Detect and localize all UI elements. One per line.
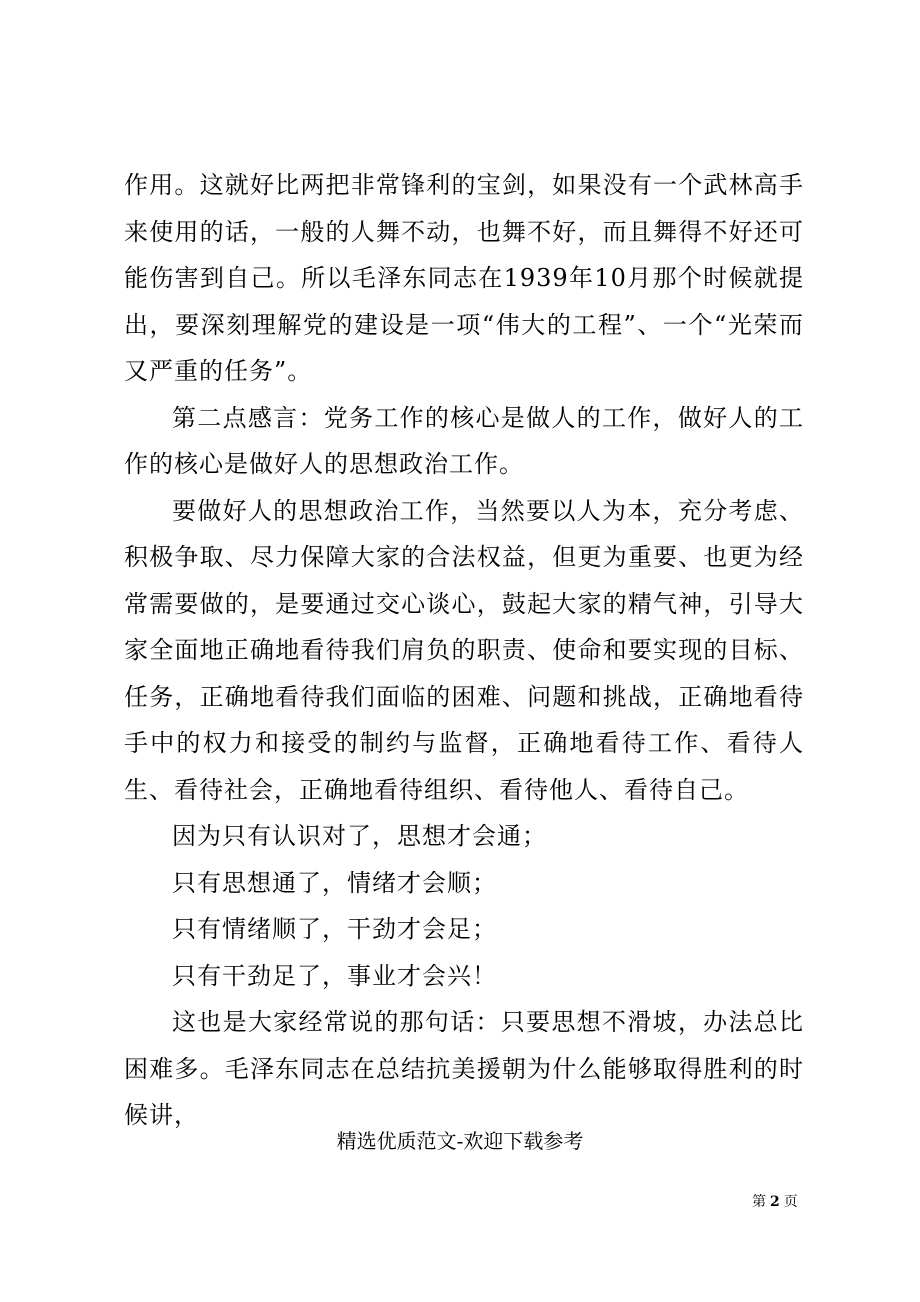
page-number-suffix: 页 <box>783 1194 798 1210</box>
paragraph: 因为只有认识对了，思想才会通； <box>172 822 547 850</box>
paragraph: 只有情绪顺了，干劲才会足； <box>172 915 497 943</box>
paragraph: 第二点感言：党务工作的核心是做人的工作，做好人的工作的核心是做好人的思想政治工作。 <box>124 403 804 478</box>
paragraph: 作用。这就好比两把非常锋利的宝剑，如果没有一个武林高手来使用的话，一般的人舞不动，也舞不好，而且舞得不好还可能伤害到自己。所以毛泽东同志在1939年10月那个时候就提出，要深刻理解党的建设是一项“伟大的工程”、一个“光荣而又严重的任务”。 <box>124 171 804 385</box>
paragraph: 只有思想通了，情绪才会顺； <box>172 868 497 897</box>
page-number <box>752 1192 798 1212</box>
footer-text: 精选优质范文-欢迎下载参考 <box>336 1129 584 1153</box>
paragraph: 这也是大家经常说的那句话：只要思想不滑坡，办法总比困难多。毛泽东同志在总结抗美援朝为什么能够取得胜利的时候讲， <box>124 1008 804 1129</box>
paragraph: 只有干劲足了，事业才会兴！ <box>172 961 497 990</box>
page-number-prefix: 第 <box>752 1194 766 1210</box>
paragraph: 要做好人的思想政治工作，当然要以人为本，充分考虑、积极争取、尽力保障大家的合法权益，但更为重要、也更为经常需要做的，是要通过交心谈心，鼓起大家的精气神，引导大家全面地正确地看待我们肩负的职责、使命和要实现的目标、任务，正确地看待我们面临的困难、问题和挑战，正确地看待手中的权力和接受的制约与监督，正确地看待工作、看待人生、看待社会，正确地看待组织、看待他人、看待自己。 <box>124 496 804 804</box>
document-body <box>124 162 804 1139</box>
page-number-value: 2 <box>770 1194 780 1210</box>
